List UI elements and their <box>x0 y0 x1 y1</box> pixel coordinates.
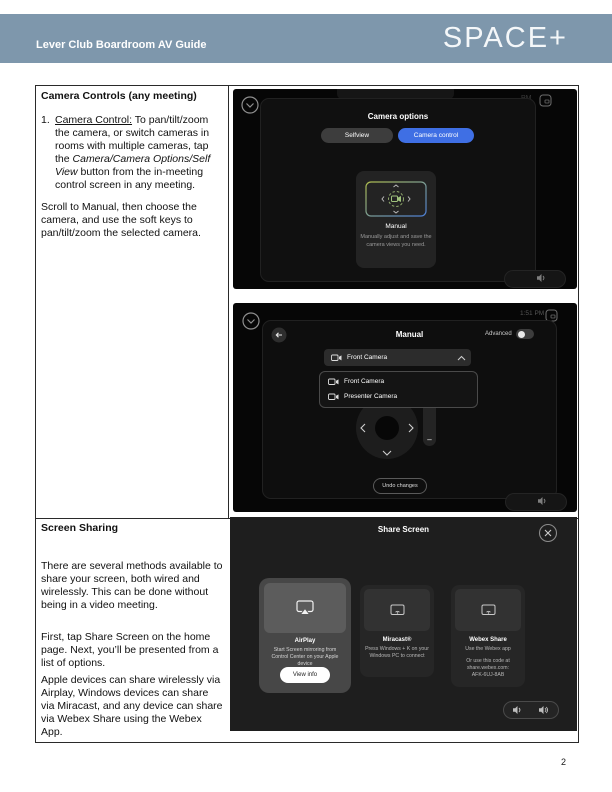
dpad-right-icon[interactable] <box>408 423 414 433</box>
miracast-title: Miracast® <box>382 637 412 643</box>
share-screen-title: Share Screen <box>377 525 430 534</box>
webex-code-3: AFK-6UJ-8AB <box>471 672 505 678</box>
share-screen-screenshot <box>230 517 577 731</box>
camera-controls-list-item <box>41 114 221 192</box>
chevron-down-icon[interactable] <box>241 96 259 114</box>
list-marker: 1. <box>41 114 50 126</box>
close-icon[interactable] <box>538 523 558 543</box>
miracast-card[interactable] <box>360 585 434 677</box>
undo-changes-label: Undo changes <box>382 483 418 489</box>
airplay-card[interactable] <box>259 578 351 693</box>
camera-option-label: Presenter Camera <box>344 393 398 400</box>
airplay-icon-tile <box>264 583 346 633</box>
miracast-icon <box>390 604 405 616</box>
screen-sharing-paragraph-3: Apple devices can share wirelessly via Airplay, Windows devices can share via Miracast, and any device can share via Webex Share using the Webex App. <box>41 674 223 738</box>
document-title: Lever Club Boardroom AV Guide <box>36 39 207 51</box>
miracast-desc-1: Press Windows + K on your <box>365 646 429 652</box>
camera-icon <box>328 393 339 401</box>
space-plus-logo: SPACE+ <box>442 22 568 54</box>
screen-sharing-heading: Screen Sharing <box>41 522 119 534</box>
webex-share-card[interactable] <box>451 585 525 687</box>
chevron-up-icon <box>457 355 466 361</box>
manual-card-desc-1: Manually adjust and save the <box>360 234 432 240</box>
airplay-desc-1: Start Screen mirroring from <box>273 647 337 653</box>
camera-icon <box>331 354 342 362</box>
camera-select-row[interactable] <box>324 349 471 366</box>
volume-bar <box>504 270 566 288</box>
volume-down-icon[interactable] <box>512 705 523 715</box>
tab-camera-control[interactable] <box>398 128 474 143</box>
volume-bar <box>503 701 559 719</box>
screen-sharing-paragraph-1: There are several methods available to share your screen, both wired and wirelessly. This can be done without being in a video meeting. <box>41 560 223 611</box>
airplay-icon <box>296 600 314 616</box>
toggle-knob <box>518 331 525 338</box>
webex-code-2: share.webex.com: <box>466 665 510 671</box>
tab-selfview[interactable] <box>321 128 393 143</box>
camera-options-title: Camera options <box>367 112 429 121</box>
airplay-title: AirPlay <box>294 638 316 644</box>
camera-option-label: Front Camera <box>344 378 385 385</box>
camera-option-row[interactable] <box>320 391 477 403</box>
airplay-desc-2: Control Center on your Apple <box>271 654 339 660</box>
dpad-down-icon[interactable] <box>382 450 392 456</box>
advanced-toggle[interactable] <box>516 329 534 339</box>
tab-selfview-label: Selfview <box>344 132 370 139</box>
dpad-left-icon[interactable] <box>360 423 366 433</box>
view-info-button[interactable] <box>280 667 330 683</box>
camera-control-text-2: button from the in-meeting control screen in any meeting. <box>55 166 204 191</box>
column-divider <box>228 86 229 518</box>
miracast-icon-tile <box>364 589 430 631</box>
volume-icon[interactable] <box>537 496 548 506</box>
advanced-label: Advanced <box>485 331 512 337</box>
manual-camera-screenshot <box>233 303 577 512</box>
volume-icon[interactable] <box>536 273 547 283</box>
manual-panel <box>262 320 557 499</box>
webex-icon-tile <box>455 589 521 631</box>
view-info-label: View info <box>292 672 318 678</box>
camera-option-row[interactable] <box>320 376 477 388</box>
camera-icon <box>328 378 339 386</box>
camera-controls-heading: Camera Controls (any meeting) <box>41 90 197 102</box>
screen-sharing-paragraph-2: First, tap Share Screen on the home page. Next, you’ll be presented from a list of options. <box>41 631 219 669</box>
undo-changes-button[interactable] <box>373 478 427 494</box>
camera-option-list <box>319 371 478 408</box>
manual-preset-card[interactable] <box>356 171 436 268</box>
manual-title: Manual <box>395 330 424 339</box>
page-number: 2 <box>561 757 567 767</box>
camera-control-text-italic: Camera/Camera Options/Self View <box>55 153 211 178</box>
camera-control-term: Camera Control: <box>55 114 133 126</box>
manual-card-desc-2: camera views you need. <box>366 242 426 248</box>
status-time: 1:51 PM <box>520 310 545 317</box>
webex-title: Webex Share <box>469 637 507 643</box>
webex-code-1: Or use this code at <box>466 658 510 664</box>
header-bar <box>0 14 612 63</box>
dpad-center <box>375 416 399 440</box>
manual-card-title: Manual <box>385 223 407 230</box>
pip-icon[interactable] <box>539 94 552 107</box>
webex-desc-1: Use the Webex app <box>465 646 511 652</box>
tab-camera-control-label: Camera control <box>413 132 459 139</box>
zoom-out-label[interactable]: – <box>427 434 432 444</box>
airplay-desc-3: device <box>297 661 313 667</box>
camera-options-screenshot <box>233 89 577 289</box>
pan-tilt-icon <box>365 181 427 217</box>
screen-sharing-cell <box>41 522 223 739</box>
chevron-down-icon[interactable] <box>242 312 260 330</box>
camera-options-panel <box>260 98 536 282</box>
selected-camera-label: Front Camera <box>347 354 388 361</box>
camera-controls-paragraph: Scroll to Manual, then choose the camera, and use the soft keys to pan/tilt/zoom the selected camera. <box>41 201 201 239</box>
camera-control-text-1: To pan/tilt/zoom the camera, or switch cameras in rooms with multiple cameras, tap the <box>55 114 210 165</box>
volume-up-icon[interactable] <box>538 705 549 715</box>
camera-controls-cell <box>41 90 221 240</box>
miracast-desc-2: Windows PC to connect <box>369 653 425 659</box>
webex-share-icon <box>481 604 496 616</box>
volume-bar <box>505 493 567 511</box>
